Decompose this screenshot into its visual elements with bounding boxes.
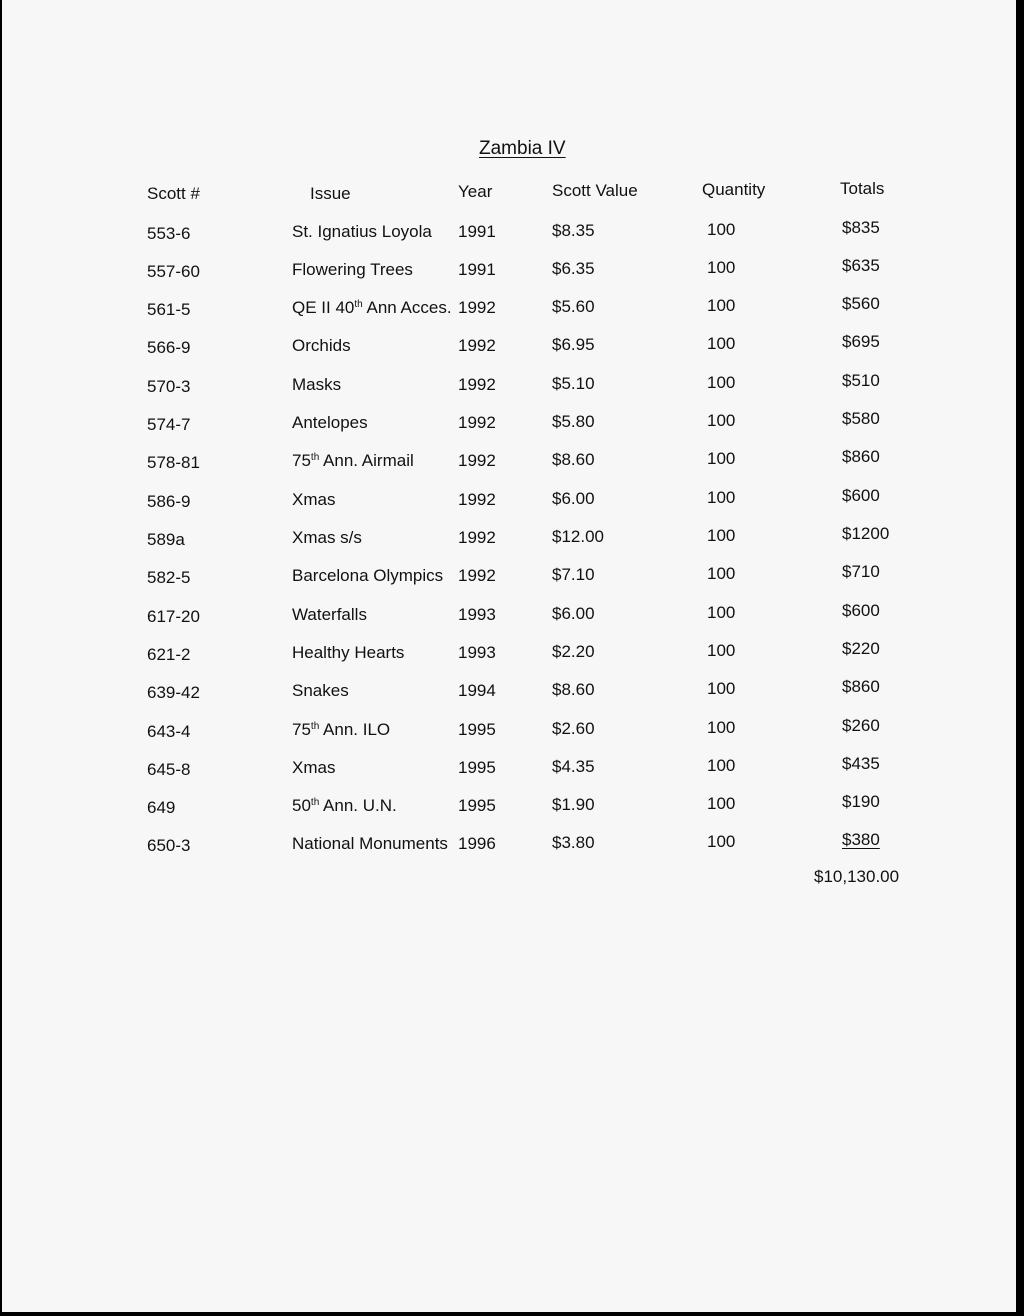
row-scott-number: 586-9 (147, 492, 191, 511)
row-scott-number: 557-60 (147, 262, 200, 281)
header-year: Year (458, 182, 493, 201)
page-title: Zambia IV (479, 138, 566, 159)
row-year: 1992 (458, 566, 496, 585)
row-scott-value: $6.95 (552, 335, 595, 354)
row-scott-number: 650-3 (147, 836, 191, 855)
row-total: $220 (842, 639, 880, 658)
row-issue-superscript: th (310, 797, 320, 808)
row-issue: Orchids (292, 336, 351, 355)
row-scott-value: $8.35 (552, 221, 595, 240)
row-total: $560 (842, 294, 880, 313)
header-scott-value: Scott Value (552, 181, 638, 200)
row-quantity: 100 (707, 296, 736, 315)
row-scott-number: 589a (147, 530, 185, 549)
row-scott-value: $5.60 (552, 297, 595, 316)
row-year: 1992 (458, 490, 496, 509)
header-issue: Issue (310, 184, 351, 203)
row-quantity: 100 (707, 679, 736, 698)
row-issue: Waterfalls (292, 605, 367, 624)
row-issue-suffix: Ann. ILO (319, 720, 391, 739)
row-year: 1993 (458, 605, 496, 624)
row-year: 1992 (458, 451, 496, 470)
document-page (2, 0, 1016, 1312)
row-quantity: 100 (707, 718, 736, 737)
row-year: 1993 (458, 643, 496, 662)
row-quantity: 100 (707, 488, 736, 507)
row-quantity: 100 (707, 641, 736, 660)
row-issue: Flowering Trees (292, 260, 413, 279)
row-issue: National Monuments (292, 834, 448, 853)
row-total: $1200 (842, 524, 890, 543)
row-issue-superscript: th (310, 452, 320, 463)
row-total: $835 (842, 218, 880, 237)
header-scott: Scott # (147, 184, 200, 203)
row-total: $860 (842, 677, 880, 696)
row-total: $600 (842, 601, 880, 620)
row-issue (292, 796, 397, 816)
row-scott-value: $6.35 (552, 259, 595, 278)
row-scott-value: $6.00 (552, 604, 595, 623)
row-total: $860 (842, 447, 880, 466)
row-quantity: 100 (707, 411, 736, 430)
row-quantity: 100 (707, 832, 736, 851)
row-scott-value: $12.00 (552, 527, 604, 546)
row-year: 1991 (458, 222, 496, 241)
row-scott-number: 649 (147, 798, 176, 817)
row-issue: Xmas (292, 758, 336, 777)
row-issue-prefix: 75 (292, 720, 311, 739)
row-total: $435 (842, 754, 880, 773)
row-scott-value: $2.20 (552, 642, 595, 661)
row-scott-number: 566-9 (147, 338, 191, 357)
row-quantity: 100 (707, 449, 736, 468)
row-total: $260 (842, 716, 880, 735)
row-year: 1994 (458, 681, 496, 700)
row-total: $190 (842, 792, 880, 811)
header-totals: Totals (840, 179, 885, 198)
row-quantity: 100 (707, 334, 736, 353)
row-issue-prefix: 50 (292, 796, 311, 815)
row-total: $580 (842, 409, 880, 428)
row-issue: St. Ignatius Loyola (292, 222, 432, 241)
row-quantity: 100 (707, 526, 736, 545)
row-scott-value: $2.60 (552, 719, 595, 738)
grand-total: $10,130.00 (814, 867, 900, 886)
row-scott-number: 643-4 (147, 722, 191, 741)
row-issue-superscript: th (354, 299, 363, 310)
row-scott-value: $7.10 (552, 565, 595, 584)
row-total: $380 (842, 830, 880, 849)
row-issue-suffix: Ann Acces. (362, 298, 452, 317)
row-scott-value: $4.35 (552, 757, 595, 776)
row-issue-suffix: Ann. U.N. (319, 796, 397, 815)
row-scott-number: 645-8 (147, 760, 191, 779)
row-quantity: 100 (707, 564, 736, 583)
scan-border (1016, 0, 1024, 1316)
row-scott-number: 639-42 (147, 683, 200, 702)
row-year: 1992 (458, 375, 496, 394)
row-year: 1996 (458, 834, 496, 853)
row-issue-prefix: 75 (292, 451, 311, 470)
row-scott-value: $3.80 (552, 833, 595, 852)
row-total: $635 (842, 256, 880, 275)
row-year: 1992 (458, 336, 496, 355)
row-issue: Antelopes (292, 413, 368, 432)
row-scott-number: 578-81 (147, 453, 200, 472)
row-total: $510 (842, 371, 880, 390)
row-total: $710 (842, 562, 880, 581)
row-quantity: 100 (707, 756, 736, 775)
row-scott-number: 561-5 (147, 300, 191, 319)
row-issue-prefix: QE II 40 (292, 298, 355, 317)
row-issue: Xmas (292, 490, 336, 509)
row-year: 1992 (458, 528, 496, 547)
row-scott-number: 553-6 (147, 224, 191, 243)
row-year: 1995 (458, 720, 496, 739)
row-year: 1992 (458, 298, 496, 317)
row-issue: Masks (292, 375, 342, 394)
row-scott-value: $5.80 (552, 412, 595, 431)
row-year: 1992 (458, 413, 496, 432)
row-scott-value: $6.00 (552, 489, 595, 508)
row-year: 1991 (458, 260, 496, 279)
row-scott-value: $5.10 (552, 374, 595, 393)
row-year: 1995 (458, 796, 496, 815)
row-scott-value: $8.60 (552, 680, 595, 699)
row-issue (292, 720, 390, 740)
row-quantity: 100 (707, 794, 736, 813)
row-total: $695 (842, 332, 880, 351)
row-scott-number: 574-7 (147, 415, 191, 434)
row-issue (292, 298, 452, 318)
row-issue: Barcelona Olympics (292, 566, 444, 585)
row-issue: Xmas s/s (292, 528, 362, 547)
row-issue: Snakes (292, 681, 349, 700)
row-total: $600 (842, 486, 880, 505)
row-issue-superscript: th (310, 721, 320, 732)
row-quantity: 100 (707, 373, 736, 392)
row-issue (292, 451, 414, 471)
row-scott-number: 621-2 (147, 645, 191, 664)
row-scott-value: $1.90 (552, 795, 595, 814)
row-quantity: 100 (707, 258, 736, 277)
row-issue-suffix: Ann. Airmail (319, 451, 414, 470)
header-quantity: Quantity (702, 180, 766, 199)
row-scott-number: 582-5 (147, 568, 191, 587)
row-issue: Healthy Hearts (292, 643, 405, 662)
row-year: 1995 (458, 758, 496, 777)
row-scott-number: 570-3 (147, 377, 191, 396)
row-quantity: 100 (707, 603, 736, 622)
row-scott-value: $8.60 (552, 450, 595, 469)
row-scott-number: 617-20 (147, 607, 200, 626)
row-quantity: 100 (707, 220, 736, 239)
